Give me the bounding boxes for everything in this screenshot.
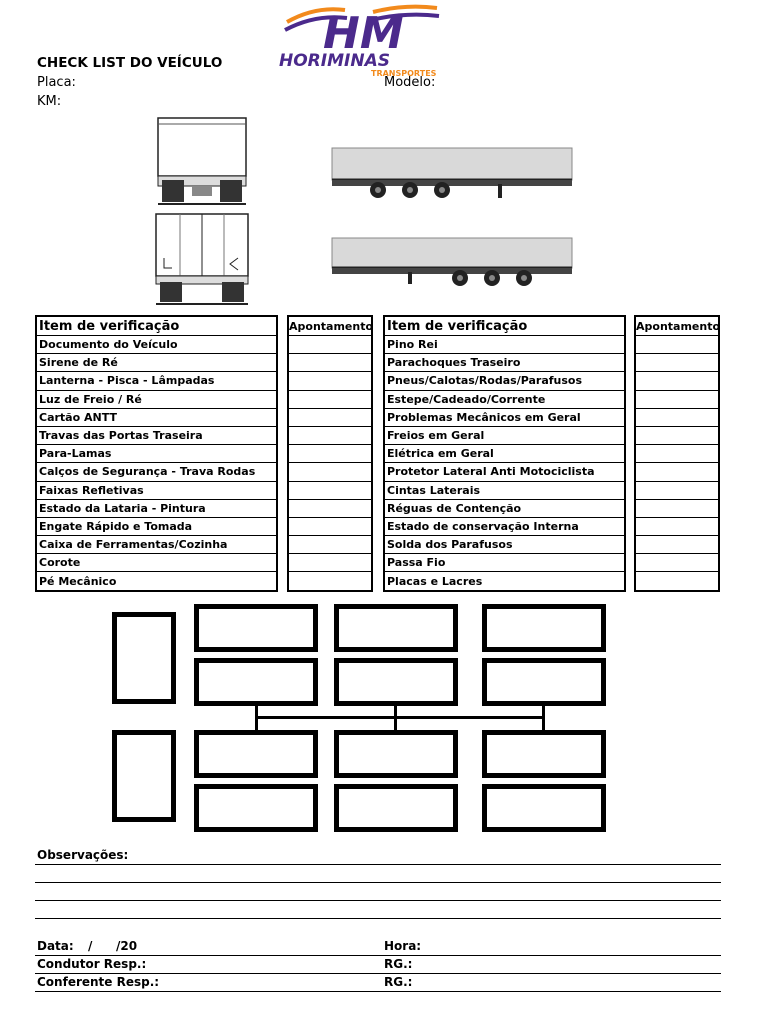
right-apontamento-header: Apontamento (635, 316, 719, 336)
tire-box-axle3-inner-left[interactable] (482, 658, 606, 706)
left-check-item: Luz de Freio / Ré (36, 390, 277, 408)
tire-box-axle3-inner-right[interactable] (482, 730, 606, 778)
left-check-item: Engate Rápido e Tomada (36, 517, 277, 535)
left-check-item: Calços de Segurança - Trava Rodas (36, 463, 277, 481)
left-check-item: Lanterna - Pisca - Lâmpadas (36, 372, 277, 390)
left-check-item: Estado da Lataria - Pintura (36, 499, 277, 517)
data-year: /20 (116, 939, 138, 953)
left-check-item: Sirene de Ré (36, 354, 277, 372)
right-apontamento-cell[interactable] (635, 499, 719, 517)
left-check-item: Documento do Veículo (36, 336, 277, 354)
right-check-table (383, 315, 626, 592)
left-apontamento-cell[interactable] (288, 536, 372, 554)
observacoes-line-1[interactable] (35, 864, 721, 865)
left-apontamento-cell[interactable] (288, 445, 372, 463)
logo-subtitle: TRANSPORTES (371, 69, 437, 78)
right-check-item: Cintas Laterais (384, 481, 625, 499)
trailer-back-doors-image (152, 212, 252, 308)
trailer-rear-view-image (152, 116, 252, 208)
condutor-line[interactable] (35, 973, 721, 974)
left-check-item: Cartão ANTT (36, 408, 277, 426)
right-check-item: Problemas Mecânicos em Geral (384, 408, 625, 426)
left-check-item: Para-Lamas (36, 445, 277, 463)
logo-wordmark: HORIMINAS (279, 51, 390, 71)
right-apontamento-cell[interactable] (635, 336, 719, 354)
tire-box-axle3-outer-left[interactable] (482, 604, 606, 652)
right-apontamento-cell[interactable] (635, 408, 719, 426)
conferente-label: Conferente Resp.: (37, 975, 160, 989)
spare-tire-box-2[interactable] (112, 730, 176, 822)
data-hora-line[interactable] (35, 955, 721, 956)
trailer-side-view-left-image (328, 144, 576, 200)
tire-box-axle2-inner-right[interactable] (334, 730, 458, 778)
right-apontamento-cell[interactable] (635, 517, 719, 535)
left-apontamento-cell[interactable] (288, 499, 372, 517)
left-apontamento-cell[interactable] (288, 354, 372, 372)
logo-mark: HM (323, 8, 404, 59)
left-apontamento-cell[interactable] (288, 426, 372, 444)
left-check-item: Travas das Portas Traseira (36, 426, 277, 444)
right-apontamento-cell[interactable] (635, 354, 719, 372)
right-check-item: Freios em Geral (384, 426, 625, 444)
left-apontamento-header: Apontamento (288, 316, 372, 336)
right-check-item: Estado de conservação Interna (384, 517, 625, 535)
tire-box-axle3-outer-right[interactable] (482, 784, 606, 832)
right-check-item: Parachoques Traseiro (384, 354, 625, 372)
right-apontamento-cell[interactable] (635, 554, 719, 572)
left-check-item: Caixa de Ferramentas/Cozinha (36, 536, 277, 554)
left-apontamento-cell[interactable] (288, 336, 372, 354)
left-table-header: Item de verificação (36, 316, 277, 336)
observacoes-line-4[interactable] (35, 918, 721, 919)
page-title: CHECK LIST DO VEÍCULO (37, 55, 223, 71)
right-check-item: Protetor Lateral Anti Motociclista (384, 463, 625, 481)
tire-box-axle1-outer-right[interactable] (194, 784, 318, 832)
left-apontamento-cell[interactable] (288, 463, 372, 481)
tire-box-axle1-outer-left[interactable] (194, 604, 318, 652)
left-check-item: Pé Mecânico (36, 572, 277, 591)
left-apontamento-cell[interactable] (288, 572, 372, 591)
observacoes-line-2[interactable] (35, 882, 721, 883)
axle3-line (542, 706, 545, 730)
left-apontamento-cell[interactable] (288, 408, 372, 426)
horiminas-logo (275, 2, 445, 78)
right-check-item: Estepe/Cadeado/Corrente (384, 390, 625, 408)
right-apontamento-cell[interactable] (635, 481, 719, 499)
left-check-item: Faixas Refletivas (36, 481, 277, 499)
left-apontamento-cell[interactable] (288, 372, 372, 390)
tire-box-axle1-inner-left[interactable] (194, 658, 318, 706)
left-check-table (35, 315, 278, 592)
modelo-label: Modelo: (384, 75, 436, 90)
spare-tire-box-1[interactable] (112, 612, 176, 704)
left-apontamento-cell[interactable] (288, 554, 372, 572)
observacoes-line-3[interactable] (35, 900, 721, 901)
right-check-item: Placas e Lacres (384, 572, 625, 591)
right-check-item: Solda dos Parafusos (384, 536, 625, 554)
left-apontamento-cell[interactable] (288, 517, 372, 535)
tire-box-axle1-inner-right[interactable] (194, 730, 318, 778)
axle-connector-line (255, 716, 545, 719)
trailer-side-view-right-image (328, 234, 576, 288)
left-apontamento-cell[interactable] (288, 481, 372, 499)
right-apontamento-cell[interactable] (635, 536, 719, 554)
placa-label: Placa: (37, 75, 76, 90)
right-check-item: Pino Rei (384, 336, 625, 354)
right-table-header: Item de verificação (384, 316, 625, 336)
axle2-line (394, 706, 397, 730)
right-apontamento-cell[interactable] (635, 426, 719, 444)
conferente-line[interactable] (35, 991, 721, 992)
left-check-item: Corote (36, 554, 277, 572)
axle1-line (255, 706, 258, 730)
tire-box-axle2-inner-left[interactable] (334, 658, 458, 706)
right-check-item: Passa Fio (384, 554, 625, 572)
right-apontamento-cell[interactable] (635, 372, 719, 390)
right-apontamento-cell[interactable] (635, 390, 719, 408)
rg-condutor-label: RG.: (384, 957, 413, 971)
right-apontamento-cell[interactable] (635, 572, 719, 591)
km-label: KM: (37, 94, 62, 109)
data-label: Data: (37, 939, 74, 953)
right-apontamento-cell[interactable] (635, 445, 719, 463)
observacoes-label: Observações: (37, 848, 129, 862)
tire-box-axle2-outer-left[interactable] (334, 604, 458, 652)
right-apontamento-cell[interactable] (635, 463, 719, 481)
rg-conferente-label: RG.: (384, 975, 413, 989)
condutor-label: Condutor Resp.: (37, 957, 147, 971)
right-check-item: Réguas de Contenção (384, 499, 625, 517)
hora-label: Hora: (384, 939, 422, 953)
right-check-item: Elétrica em Geral (384, 445, 625, 463)
right-check-item: Pneus/Calotas/Rodas/Parafusos (384, 372, 625, 390)
data-slash: / (88, 939, 93, 953)
tire-box-axle2-outer-right[interactable] (334, 784, 458, 832)
left-apontamento-column (287, 315, 373, 592)
right-apontamento-column (634, 315, 720, 592)
left-apontamento-cell[interactable] (288, 390, 372, 408)
